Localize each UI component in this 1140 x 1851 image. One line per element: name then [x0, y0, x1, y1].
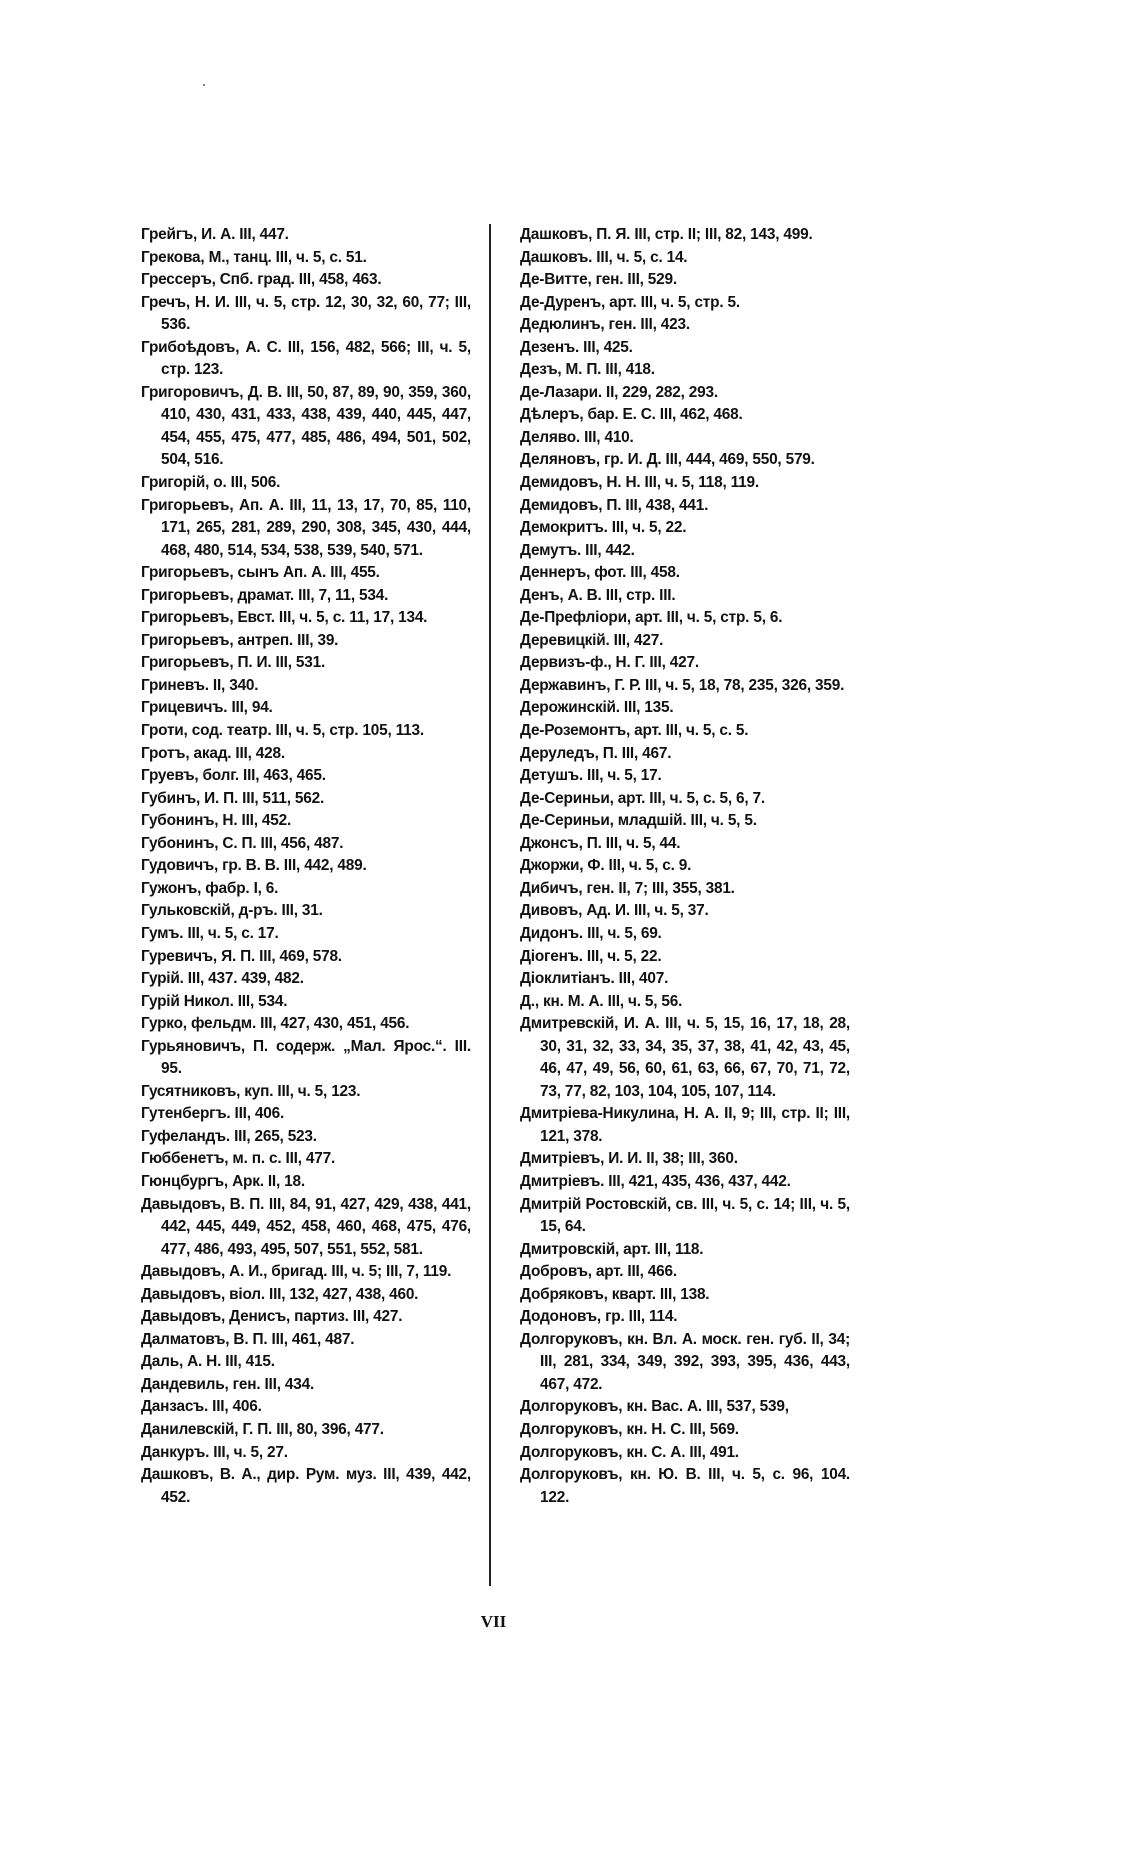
- index-entry: Дашковъ. III, ч. 5, с. 14.: [520, 248, 688, 266]
- index-entry: Гюнцбургъ, Арк. II, 18.: [141, 1172, 305, 1190]
- index-entry: Дмитріевъ, И. И. II, 38; III, 360.: [520, 1150, 738, 1168]
- index-entry: Грицевичъ. III, 94.: [141, 699, 273, 717]
- index-entry: Добровъ, арт. III, 466.: [520, 1263, 677, 1281]
- index-entry: Гюббенетъ, м. п. с. III, 477.: [141, 1150, 336, 1168]
- index-entry: Деннеръ, фот. III, 458.: [520, 564, 680, 582]
- index-entry: Демидовъ, Н. Н. III, ч. 5, 118, 119.: [520, 474, 759, 492]
- index-column-left: [141, 224, 471, 1509]
- index-entry: Грейгъ, И. А. III, 447.: [141, 226, 289, 243]
- index-entry: Гурій. III, 437. 439, 482.: [141, 970, 304, 988]
- index-entry: Де-Сериньи, арт. III, ч. 5, с. 5, 6, 7.: [520, 789, 765, 807]
- index-entry: Гречъ, Н. И. III, ч. 5, стр. 12, 30, 32, 60, 77; III, 536.: [141, 293, 471, 334]
- index-entry: Гурій Никол. III, 534.: [141, 992, 288, 1010]
- index-entry: Додоновъ, гр. III, 114.: [520, 1308, 678, 1326]
- index-entry: Дашковъ, В. А., дир. Рум. муз. III, 439, 442, 452.: [141, 1466, 471, 1506]
- index-entry: Данкуръ. III, ч. 5, 27.: [141, 1443, 288, 1461]
- index-entry: Гриневъ. II, 340.: [141, 676, 259, 694]
- index-entry: Долгоруковъ, кн. С. А. III, 491.: [520, 1443, 739, 1461]
- index-entry: Д., кн. М. А. III, ч. 5, 56.: [520, 992, 683, 1010]
- index-entry: Григорьевъ, антреп. III, 39.: [141, 631, 339, 649]
- index-entry: Дандевиль, ген. III, 434.: [141, 1375, 315, 1393]
- column-divider: [489, 224, 491, 1586]
- index-entry: Григорьевъ, Ап. А. III, 11, 13, 17, 70, 85, 110, 171, 265, 281, 289, 290, 308, 345, 430, 444, 468, 480, 514, 534, 538, 539, 540, 571.: [141, 496, 471, 559]
- index-entry: Данилевскій, Г. П. III, 80, 396, 477.: [141, 1420, 384, 1438]
- index-entry: Денъ, А. В. III, стр. III.: [520, 586, 676, 604]
- index-entry: Де-Роземонтъ, арт. III, ч. 5, с. 5.: [520, 722, 749, 740]
- index-entry: Гуревичъ, Я. П. III, 469, 578.: [141, 947, 342, 965]
- index-entry: Долгоруковъ, кн. Н. С. III, 569.: [520, 1420, 739, 1438]
- index-entry: Григоровичъ, Д. В. III, 50, 87, 89, 90, 359, 360, 410, 430, 431, 433, 438, 439, 440, 445, 447, 454, 455, 475, 477, 485, 486, 494, 501, 502, 504, 516.: [141, 383, 471, 469]
- index-entry: Дмитріева-Никулина, Н. А. II, 9; III, стр. II; III, 121, 378.: [520, 1105, 850, 1145]
- index-entry: Давыдовъ, Денисъ, партиз. III, 427.: [141, 1308, 403, 1326]
- index-entry: Деляво. III, 410.: [520, 428, 634, 446]
- index-entry: Давыдовъ, В. П. III, 84, 91, 427, 429, 438, 441, 442, 445, 449, 452, 458, 460, 468, 475, 476, 477, 486, 493, 495, 507, 551, 552, 581.: [141, 1195, 471, 1258]
- index-entry: Долгоруковъ, кн. Ю. В. III, ч. 5, с. 96, 104. 122.: [520, 1466, 850, 1506]
- index-entry: Дмитровскій, арт. III, 118.: [520, 1240, 704, 1258]
- index-entry: Дезенъ. III, 425.: [520, 338, 633, 356]
- index-entry: Деревицкій. III, 427.: [520, 631, 664, 649]
- index-entry: Григорій, о. III, 506.: [141, 474, 281, 492]
- index-entry: Григорьевъ, Евст. III, ч. 5, с. 11, 17, 134.: [141, 609, 428, 627]
- index-entry: Данзасъ. III, 406.: [141, 1398, 262, 1416]
- index-entry: Гудовичъ, гр. В. В. III, 442, 489.: [141, 857, 367, 875]
- index-entry: Дерожинскій. III, 135.: [520, 699, 674, 717]
- index-entry: Грекова, М., танц. III, ч. 5, с. 51.: [141, 248, 367, 266]
- index-entry: Джонсъ, П. III, ч. 5, 44.: [520, 834, 681, 852]
- index-entry: Дашковъ, П. Я. III, стр. II; III, 82, 143, 499.: [520, 226, 813, 243]
- index-entry: Дибичъ, ген. II, 7; III, 355, 381.: [520, 879, 735, 897]
- index-entry: Губонинъ, Н. III, 452.: [141, 812, 292, 830]
- index-entry: Державинъ, Г. Р. III, ч. 5, 18, 78, 235, 326, 359.: [520, 676, 845, 694]
- index-entry: Грибоѣдовъ, А. С. III, 156, 482, 566; III, ч. 5, стр. 123.: [141, 338, 471, 379]
- index-entry: Долгоруковъ, кн. Вл. А. моск. ген. губ. II, 34; III, 281, 334, 349, 392, 393, 395, 436, 443, 467, 472.: [520, 1330, 850, 1393]
- index-entry: Дмитрій Ростовскій, св. III, ч. 5, с. 14; III, ч. 5, 15, 64.: [520, 1195, 850, 1236]
- index-entry: Гумъ. III, ч. 5, с. 17.: [141, 924, 279, 942]
- index-entry: Губонинъ, С. П. III, 456, 487.: [141, 834, 344, 852]
- index-entry: Де-Дуренъ, арт. III, ч. 5, стр. 5.: [520, 293, 740, 311]
- index-entry: Демокритъ. III, ч. 5, 22.: [520, 519, 687, 537]
- index-entry: Дедюлинъ, ген. III, 423.: [520, 316, 690, 334]
- index-entry: Григорьевъ, П. И. III, 531.: [141, 654, 326, 672]
- index-entry: Даль, А. Н. III, 415.: [141, 1353, 275, 1371]
- index-entry: Деруледъ, П. III, 467.: [520, 744, 672, 762]
- index-entry: Гроти, сод. театр. III, ч. 5, стр. 105, 113.: [141, 722, 424, 740]
- index-entry: Гурьяновичъ, П. содерж. „Мал. Ярос.“. III. 95.: [141, 1037, 471, 1078]
- index-entry: Дмитревскій, И. А. III, ч. 5, 15, 16, 17, 18, 28, 30, 31, 32, 33, 34, 35, 37, 38, 41, 42, 43, 45, 46, 47, 49, 56, 60, 61, 63, 66, 67, 70, 71, 72, 73, 77, 82, 103, 104, 105, 107, 114.: [520, 1015, 850, 1100]
- index-entry: Гужонъ, фабр. I, 6.: [141, 879, 279, 897]
- index-entry: Давыдовъ, А. И., бригад. III, ч. 5; III, 7, 119.: [141, 1263, 452, 1281]
- index-entry: Демидовъ, П. III, 438, 441.: [520, 496, 709, 514]
- index-entry: Григорьевъ, драмат. III, 7, 11, 534.: [141, 586, 389, 604]
- index-entry: Діоклитіанъ. III, 407.: [520, 970, 669, 988]
- index-entry: Де-Лазари. II, 229, 282, 293.: [520, 383, 718, 401]
- index-entry: Давыдовъ, віол. III, 132, 427, 438, 460.: [141, 1285, 419, 1303]
- index-entry: Дмитріевъ. III, 421, 435, 436, 437, 442.: [520, 1172, 791, 1190]
- index-entry: Добряковъ, кварт. III, 138.: [520, 1285, 710, 1303]
- index-entry: Дезъ, М. П. III, 418.: [520, 361, 655, 379]
- index-entry: Дервизъ-ф., Н. Г. III, 427.: [520, 654, 699, 672]
- scan-speck: [203, 84, 205, 86]
- index-entry: Дидонъ. III, ч. 5, 69.: [520, 924, 662, 942]
- index-entry: Гутенбергъ. III, 406.: [141, 1105, 285, 1123]
- index-column-right: [520, 224, 850, 1509]
- index-entry: Гуфеландъ. III, 265, 523.: [141, 1127, 317, 1145]
- index-entry: Діогенъ. III, ч. 5, 22.: [520, 947, 662, 965]
- index-entry: Демутъ. III, 442.: [520, 541, 635, 559]
- index-entry: Дѣлеръ, бар. Е. С. III, 462, 468.: [520, 406, 743, 424]
- index-entry: Джоржи, Ф. III, ч. 5, с. 9.: [520, 857, 692, 875]
- index-entry: Де-Сериньи, младшій. III, ч. 5, 5.: [520, 812, 757, 830]
- index-entry: Долгоруковъ, кн. Вас. А. III, 537, 539,: [520, 1398, 789, 1416]
- index-entry: Деляновъ, гр. И. Д. III, 444, 469, 550, 579.: [520, 451, 815, 469]
- index-entry: Де-Префліори, арт. III, ч. 5, стр. 5, 6.: [520, 609, 783, 627]
- index-entry: Груевъ, болг. III, 463, 465.: [141, 767, 326, 785]
- index-entry: Губинъ, И. П. III, 511, 562.: [141, 789, 325, 807]
- page-number: VII: [480, 1612, 507, 1631]
- index-entry: Гусятниковъ, куп. III, ч. 5, 123.: [141, 1082, 361, 1100]
- index-entry: Гурко, фельдм. III, 427, 430, 451, 456.: [141, 1015, 410, 1033]
- index-entry: Далматовъ, В. П. III, 461, 487.: [141, 1330, 355, 1348]
- index-entry: Грессеръ, Спб. град. III, 458, 463.: [141, 271, 382, 289]
- index-entry: Григорьевъ, сынъ Ап. А. III, 455.: [141, 564, 380, 582]
- index-entry: Детушъ. III, ч. 5, 17.: [520, 767, 662, 785]
- index-entry: Де-Витте, ген. III, 529.: [520, 271, 677, 289]
- index-entry: Гульковскій, д-ръ. III, 31.: [141, 902, 323, 920]
- index-entry: Гротъ, акад. III, 428.: [141, 744, 285, 762]
- index-entry: Дивовъ, Ад. И. III, ч. 5, 37.: [520, 902, 709, 920]
